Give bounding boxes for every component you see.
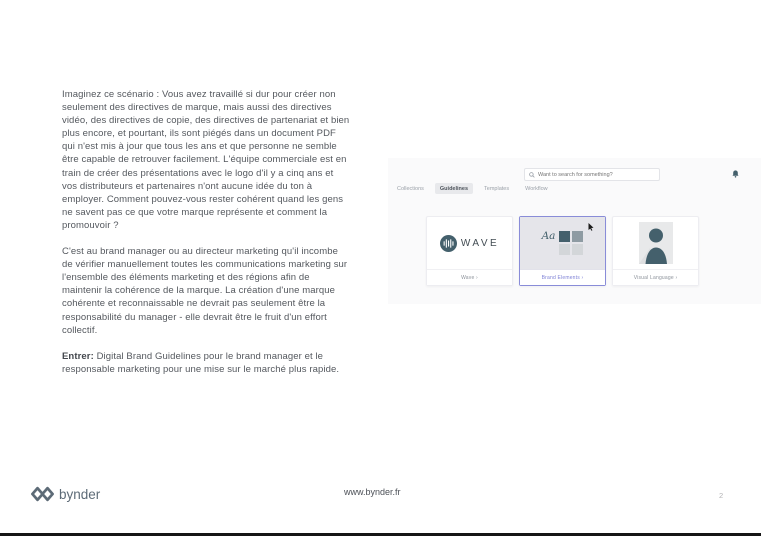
nav-tabs	[392, 183, 553, 194]
paragraph-entrer-lead: Entrer:	[62, 350, 94, 362]
swatch-gray	[572, 231, 583, 242]
guideline-cards	[426, 216, 699, 286]
card-visual-language-label[interactable]: Visual Language ›	[613, 269, 698, 285]
tab-collections[interactable]: Collections	[397, 185, 424, 192]
wave-logo	[440, 235, 499, 252]
person-silhouette-icon	[639, 222, 673, 264]
tab-guidelines[interactable]: Guidelines	[435, 183, 473, 194]
brand-elements-graphic	[542, 231, 584, 255]
tab-workflow[interactable]: Workflow	[525, 185, 548, 192]
slide-bottom-edge	[0, 533, 761, 536]
card-brand-elements[interactable]	[519, 216, 606, 286]
notification-bell-icon[interactable]	[732, 170, 739, 178]
photo-placeholder	[639, 222, 673, 264]
typography-column	[542, 231, 556, 244]
color-swatch-grid	[559, 231, 583, 255]
wave-logo-icon	[440, 235, 457, 252]
search-bar[interactable]	[524, 168, 660, 181]
swatch-light-1	[559, 244, 570, 255]
paragraph-scenario: Imaginez ce scénario : Vous avez travaillé si dur pour créer non seulement des directives de marque, mais aussi des directives vidéo, des directives de copie, des directives de partenariat et bien plus encore, et pourtant, ils sont piégés dans un document PDF qui n'est mis à jour que tous les ans et que personne ne semble être capable de retrouver facilement. L'équipe commerciale est en train de créer des présentations avec le logo d'il y a cinq ans et vos distributeurs et partenaires n'ont aucune idée du ton à employer. Comment pouvez-vous rester cohérent quand les gens ne savent pas ce que votre marque représente et comment la promouvoir ?	[62, 89, 350, 231]
card-wave-label[interactable]: Wave ›	[427, 269, 512, 285]
bynder-wordmark: bynder	[59, 486, 101, 502]
page-number: 2	[719, 491, 724, 500]
paragraph-entrer-text: Digital Brand Guidelines pour le brand manager et le responsable marketing pour une mise sur le marché plus rapide.	[62, 350, 340, 375]
swatch-light-2	[572, 244, 583, 255]
bynder-logo	[31, 486, 100, 502]
card-wave-preview	[427, 217, 512, 269]
paragraph-brand-manager: C'est au brand manager ou au directeur marketing qu'il incombe de vérifier manuellement toutes les communications marketing sur l'ensemble des éléments marketing et des régions afin de maintenir la cohérence de la marque. La création d'une marque cohérente et reconnaissable ne devrait pas seulement être la responsabilité du manager - elle devrait être le fruit d'un effort collectif.	[62, 246, 348, 336]
bynder-logo-icon	[31, 486, 54, 502]
mouse-cursor-icon	[588, 223, 594, 231]
brand-portal-mockup	[388, 158, 761, 304]
card-visual-language[interactable]	[612, 216, 699, 286]
body-copy	[62, 88, 350, 389]
swatch-dark-teal	[559, 231, 570, 242]
card-visual-language-preview	[613, 217, 698, 269]
paragraph-entrer	[62, 350, 350, 376]
search-icon	[529, 172, 535, 178]
card-brand-elements-label[interactable]: Brand Elements ›	[520, 269, 605, 285]
website-url: www.bynder.fr	[344, 487, 401, 497]
search-input[interactable]	[538, 172, 655, 178]
wave-wordmark: WAVE	[460, 237, 500, 249]
type-specimen: Aa	[541, 230, 556, 242]
tab-templates[interactable]: Templates	[484, 185, 510, 192]
card-wave[interactable]	[426, 216, 513, 286]
card-brand-elements-preview	[520, 217, 605, 269]
